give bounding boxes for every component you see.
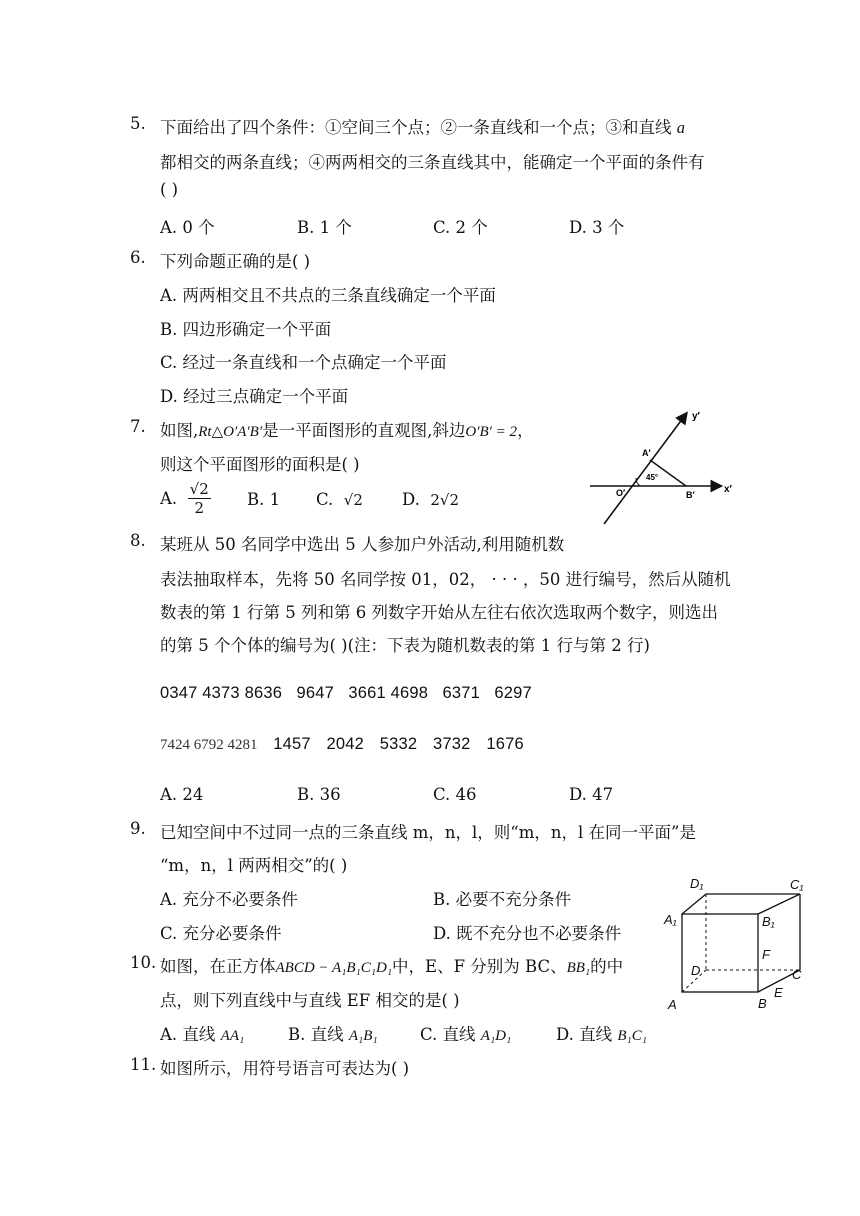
q6-option-b: B. 四边形确定一个平面: [160, 320, 332, 339]
q6-option-a: A. 两两相交且不共点的三条直线确定一个平面: [160, 286, 496, 305]
q5-option-a: A. 0 个: [160, 218, 215, 237]
q5-answer-blank: ( ): [160, 180, 179, 199]
q7-option-a: A. $\frac{√2}{2}$: [160, 480, 209, 517]
q5-option-c: C. 2 个: [433, 218, 488, 237]
q7-label-a: A′: [642, 448, 651, 458]
q8-stem-line2: 表法抽取样本，先将 50 名同学按 01，02， · · · ，50 进行编号，然后从随机: [160, 570, 731, 589]
q7-y-axis: [604, 414, 686, 524]
q7-stem-line2: 则这个平面图形的面积是( ): [160, 455, 360, 474]
q10-label-a: A: [668, 997, 677, 1012]
q10-label-b: B: [758, 996, 767, 1011]
q8-number: 8.: [130, 531, 146, 550]
q10-label-d: D: [691, 963, 701, 978]
q5-stem-line1: 下面给出了四个条件：①空间三个点；②一条直线和一个点；③和直线 a: [160, 118, 685, 137]
q10-option-d: D. 直线 B₁C₁: [556, 1025, 647, 1044]
q5-number: 5.: [130, 114, 146, 133]
q8-option-a: A. 24: [160, 785, 204, 804]
q5-option-d: D. 3 个: [569, 218, 625, 237]
q7-oblique-figure: [590, 402, 740, 528]
q8-stem-line1: 某班从 50 名同学中选出 5 人参加户外活动,利用随机数: [160, 535, 565, 554]
q7-number: 7.: [130, 417, 146, 436]
q7-triangle: Rt△O′A′B′: [198, 424, 263, 440]
q10-option-a: A. 直线 AA₁: [160, 1025, 245, 1044]
q10-label-c1: C₁: [790, 877, 804, 892]
q10-label-e: E: [774, 985, 783, 1000]
q9-option-a: A. 充分不必要条件: [160, 890, 298, 909]
q10-label-f: F: [762, 947, 770, 962]
q6-option-c: C. 经过一条直线和一个点确定一个平面: [160, 353, 447, 372]
q7-label-o: O′: [616, 488, 626, 498]
q10-edge-b1c1: [758, 894, 800, 914]
q7-label-x: x′: [724, 484, 732, 495]
q10-option-c: C. 直线 A₁D₁: [420, 1025, 512, 1044]
q8-option-d: D. 47: [569, 785, 614, 804]
q10-stem-line1: 如图，在正方体ABCD − A₁B₁C₁D₁中，E、F 分别为 BC、BB₁的中: [160, 957, 624, 976]
q7-hypotenuse: O′B′ = 2: [465, 424, 518, 440]
q10-cube-name: ABCD − A₁B₁C₁D₁: [275, 960, 393, 976]
q6-option-d: D. 经过三点确定一个平面: [160, 387, 349, 406]
q10-cube-figure: [662, 876, 812, 1014]
q7-label-y: y′: [692, 411, 700, 422]
q7-option-c: C. √2: [316, 490, 363, 509]
q9-option-c: C. 充分必要条件: [160, 924, 282, 943]
q10-number: 10.: [130, 953, 157, 972]
q11-stem: 如图所示，用符号语言可表达为( ): [160, 1059, 410, 1078]
q10-stem-line2: 点，则下列直线中与直线 EF 相交的是( ): [160, 991, 460, 1010]
q10-edge-a1d1: [682, 894, 706, 914]
q7-stem-line1: 如图,Rt△O′A′B′是一平面图形的直观图,斜边O′B′ = 2，: [160, 421, 534, 440]
q6-stem: 下列命题正确的是( ): [160, 252, 311, 271]
q8-random-table-row2: 7424 6792 4281 1457 2042 5332 3732 1676: [160, 735, 524, 753]
q7-angle-label: 45°: [646, 473, 659, 482]
q10-label-b1: B₁: [762, 914, 775, 929]
q9-stem-line1: 已知空间中不过同一点的三条直线 m，n，l，则“m，n，l 在同一平面”是: [160, 823, 696, 842]
q5-stem-line2: 都相交的两条直线；④两两相交的三条直线其中，能确定一个平面的条件有: [160, 153, 705, 172]
q8-stem-line3: 数表的第 1 行第 5 列和第 6 列数字开始从左往右依次选取两个数字，则选出: [160, 603, 718, 622]
q10-label-c: C: [792, 967, 802, 982]
q10-label-d1: D₁: [690, 876, 704, 891]
q8-option-b: B. 36: [297, 785, 341, 804]
q7-label-b: B′: [686, 490, 695, 500]
q9-option-d: D. 既不充分也不必要条件: [433, 924, 622, 943]
q11-number: 11.: [130, 1055, 157, 1074]
q6-number: 6.: [130, 248, 146, 267]
q10-front-face: [682, 914, 758, 992]
q5-option-b: B. 1 个: [297, 218, 352, 237]
q8-option-c: C. 46: [433, 785, 477, 804]
q8-stem-line4: 的第 5 个个体的编号为( )(注：下表为随机数表的第 1 行与第 2 行): [160, 636, 650, 655]
q7-option-d: D. 2√2: [402, 490, 460, 509]
q5-var-a: a: [676, 118, 685, 137]
q7-fraction: $\frac{√2}{2}$: [189, 480, 209, 517]
q10-label-a1: A₁: [664, 912, 677, 927]
q9-option-b: B. 必要不充分条件: [433, 890, 572, 909]
q10-option-b: B. 直线 A₁B₁: [288, 1025, 378, 1044]
q9-number: 9.: [130, 819, 146, 838]
q7-option-b: B. 1: [247, 490, 281, 509]
q10-bb1: BB₁: [566, 960, 591, 976]
q9-stem-line2: “m，n，l 两两相交”的( ): [160, 856, 348, 875]
q8-random-table-row1: 0347 4373 8636 9647 3661 4698 6371 6297: [160, 684, 532, 702]
